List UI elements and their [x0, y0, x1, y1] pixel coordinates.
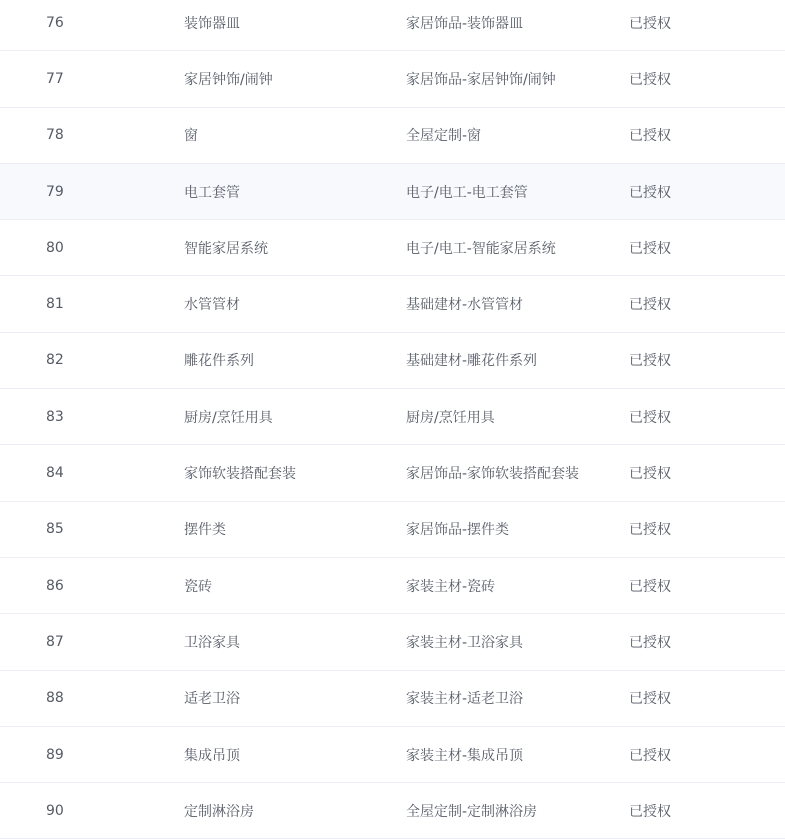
- row-category: 家装主材-集成吊顶: [406, 747, 524, 764]
- row-status: 已授权: [629, 747, 671, 764]
- table-row-hovered[interactable]: [0, 164, 785, 220]
- row-category: 家装主材-适老卫浴: [406, 691, 524, 708]
- row-name: 装饰器皿: [184, 15, 240, 32]
- row-id: 76: [46, 14, 64, 31]
- row-category: 全屋定制-窗: [406, 128, 482, 145]
- row-status: 已授权: [629, 184, 671, 201]
- row-id: 90: [46, 802, 64, 819]
- row-category: 家居饰品-摆件类: [406, 522, 510, 539]
- row-id: 87: [46, 633, 64, 650]
- table-row[interactable]: [0, 445, 785, 501]
- table-row[interactable]: [0, 727, 785, 783]
- row-id: 83: [46, 408, 64, 425]
- row-name: 厨房/烹饪用具: [184, 409, 273, 426]
- row-name: 适老卫浴: [184, 691, 240, 708]
- row-name: 集成吊顶: [184, 747, 240, 764]
- row-category: 家装主材-卫浴家具: [406, 634, 524, 651]
- row-name: 窗: [184, 128, 198, 145]
- row-id: 80: [46, 239, 64, 256]
- row-category: 家居饰品-家饰软装搭配套装: [406, 466, 580, 483]
- row-name: 家饰软装搭配套装: [184, 466, 296, 483]
- row-status: 已授权: [629, 578, 671, 595]
- row-name: 瓷砖: [184, 578, 212, 595]
- row-status: 已授权: [629, 297, 671, 314]
- row-status: 已授权: [629, 409, 671, 426]
- row-category: 电子/电工-电工套管: [406, 184, 528, 201]
- row-name: 水管管材: [184, 297, 240, 314]
- row-category: 基础建材-雕花件系列: [406, 353, 538, 370]
- row-status: 已授权: [629, 15, 671, 32]
- table-row[interactable]: [0, 333, 785, 389]
- table-row[interactable]: [0, 671, 785, 727]
- row-category: 厨房/烹饪用具: [406, 409, 495, 426]
- row-status: 已授权: [629, 634, 671, 651]
- table-row[interactable]: [0, 783, 785, 839]
- row-status: 已授权: [629, 466, 671, 483]
- row-name: 雕花件系列: [184, 353, 254, 370]
- table-row[interactable]: [0, 502, 785, 558]
- table-row[interactable]: [0, 220, 785, 276]
- table-row[interactable]: [0, 558, 785, 614]
- row-status: 已授权: [629, 522, 671, 539]
- row-name: 智能家居系统: [184, 240, 268, 257]
- row-id: 81: [46, 296, 64, 313]
- row-id: 85: [46, 521, 64, 538]
- row-status: 已授权: [629, 71, 671, 88]
- row-category: 基础建材-水管管材: [406, 297, 524, 314]
- row-id: 77: [46, 70, 64, 87]
- row-id: 84: [46, 465, 64, 482]
- row-category: 家居饰品-装饰器皿: [406, 15, 524, 32]
- row-id: 82: [46, 352, 64, 369]
- row-category: 家装主材-瓷砖: [406, 578, 496, 595]
- row-id: 89: [46, 746, 64, 763]
- row-status: 已授权: [629, 803, 671, 820]
- row-name: 家居钟饰/闹钟: [184, 71, 273, 88]
- row-status: 已授权: [629, 240, 671, 257]
- table-row[interactable]: [0, 614, 785, 670]
- row-id: 88: [46, 690, 64, 707]
- row-name: 摆件类: [184, 522, 226, 539]
- row-id: 86: [46, 577, 64, 594]
- row-name: 电工套管: [184, 184, 240, 201]
- row-status: 已授权: [629, 128, 671, 145]
- table-row[interactable]: [0, 108, 785, 164]
- row-name: 定制淋浴房: [184, 803, 254, 820]
- row-category: 家居饰品-家居钟饰/闹钟: [406, 71, 556, 88]
- row-category: 全屋定制-定制淋浴房: [406, 803, 538, 820]
- row-category: 电子/电工-智能家居系统: [406, 240, 556, 257]
- table-row[interactable]: [0, 389, 785, 445]
- table-row[interactable]: [0, 276, 785, 332]
- table-row[interactable]: [0, 0, 785, 51]
- row-id: 78: [46, 127, 64, 144]
- row-status: 已授权: [629, 691, 671, 708]
- row-id: 79: [46, 183, 64, 200]
- row-name: 卫浴家具: [184, 634, 240, 651]
- table-row[interactable]: [0, 51, 785, 107]
- row-status: 已授权: [629, 353, 671, 370]
